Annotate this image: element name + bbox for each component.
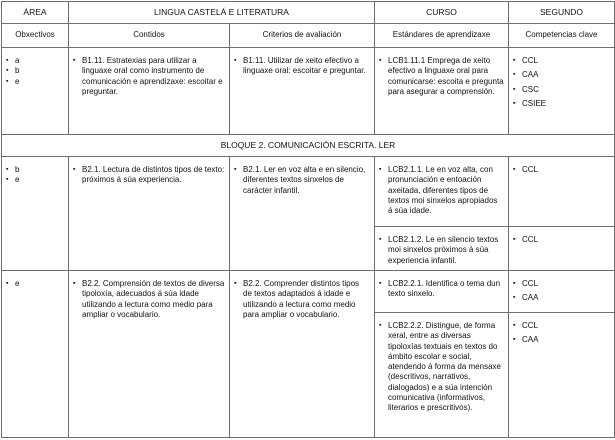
standard-cell [375,157,509,227]
standard-cell [375,271,509,313]
objectives-cell [2,48,69,135]
objectives-list [6,56,64,87]
content-cell [69,157,230,271]
list-item: ▪ CCL [513,235,610,245]
list-item: ▪ CCL [513,321,610,331]
col-contents: Contidos [69,24,230,48]
list-item: ▪ LCB2.1.1. Le en voz alta, con pronunciación e entoación axeitada, diferentes tipos de textos moi sinxelos apropiados á súa idade. [379,165,504,216]
criterion-cell [230,48,375,135]
list-item: ▪ b [6,66,64,76]
table-row [2,157,615,227]
standard-cell [375,313,509,438]
competences-cell [509,271,615,313]
course-value: SEGUNDO [509,2,615,24]
list-item: ▪ B1.11. Utilizar de xeito efectivo a linguaxe oral: escoitar e preguntar. [234,56,370,77]
header-row [2,2,615,24]
competences-cell [509,313,615,438]
col-competences: Competencias clave [509,24,615,48]
area-label: ÁREA [2,2,69,24]
list-item: ▪ CSC [513,85,610,95]
list-item: ▪ LCB2.1.2. Le en silencio textos moi sinxelos próximos á súa experiencia infantil. [379,235,504,266]
list-item: ▪ e [6,77,64,87]
list-item: ▪ B2.2. Comprensión de textos de diversa tipoloxía, adecuados á súa idade utilizando a lectura como medio para ampliar o vocabulario. [73,279,225,320]
criterion-cell [230,157,375,271]
competences-cell [509,157,615,227]
list-item: ▪ CCL [513,279,610,289]
list-item: ▪ CCL [513,165,610,175]
list-item: ▪ a [6,56,64,66]
content-cell [69,48,230,135]
competences-list [513,56,610,109]
col-objectives: Obxectivos [2,24,69,48]
objectives-cell [2,157,69,271]
standard-cell [375,48,509,135]
section-row [2,135,615,157]
course-label: CURSO [375,2,509,24]
standard-cell [375,227,509,271]
list-item: ▪ B1.11. Estratexias para utilizar a linguaxe oral como instrumento de comunicación e aprendizaxe: escoitar e preguntar. [73,56,225,97]
objectives-cell [2,271,69,438]
list-item: ▪ CAA [513,70,610,80]
list-item: ▪ CAA [513,293,610,303]
content-cell [69,271,230,438]
list-item: ▪ B2.2. Comprender distintos tipos de textos adaptados á idade e utilizando a lectura como medio para ampliar o vocabulario. [234,279,370,320]
list-item: ▪ CCL [513,56,610,66]
list-item: ▪ e [6,175,64,185]
competences-cell [509,227,615,271]
list-item: ▪ B2.1. Lectura de distintos tipos de texto: próximos á súa experiencia. [73,165,225,186]
col-criteria: Criterios de avaliación [230,24,375,48]
list-item: ▪ B2.1. Ler en voz alta e en silencio, diferentes textos sinxelos de carácter infantil. [234,165,370,196]
list-item: ▪ e [6,279,64,289]
section-title: BLOQUE 2. COMUNICACIÓN ESCRITA. LER [2,135,615,157]
table-row [2,48,615,135]
list-item: ▪ LCB2.2.1. Identifica o tema dun texto sinxelo. [379,279,504,300]
curriculum-table [1,1,615,438]
list-item: ▪ LCB2.2.2. Distingue, de forma xeral, entre as diversas tipoloxías textuais en textos do ámbito escolar e social, atendendo á forma da mensaxe (descritivos, narrativos, dialogados) e a súa intención comunicativa (informativos, literarios e prescritivos). [379,321,504,414]
column-header-row [2,24,615,48]
criterion-cell [230,271,375,438]
list-item: ▪ CAA [513,335,610,345]
list-item: ▪ CSIEE [513,99,610,109]
list-item: ▪ LCB1.11.1 Emprega de xeito efectivo a linguaxe oral para comunicarse: escoita e pregunta para asegurar a comprensión. [379,56,504,97]
subject-title: LINGUA CASTELÁ E LITERATURA [69,2,375,24]
table-row [2,271,615,313]
list-item: ▪ b [6,165,64,175]
competences-cell [509,48,615,135]
col-standards: Estándares de aprendizaxe [375,24,509,48]
